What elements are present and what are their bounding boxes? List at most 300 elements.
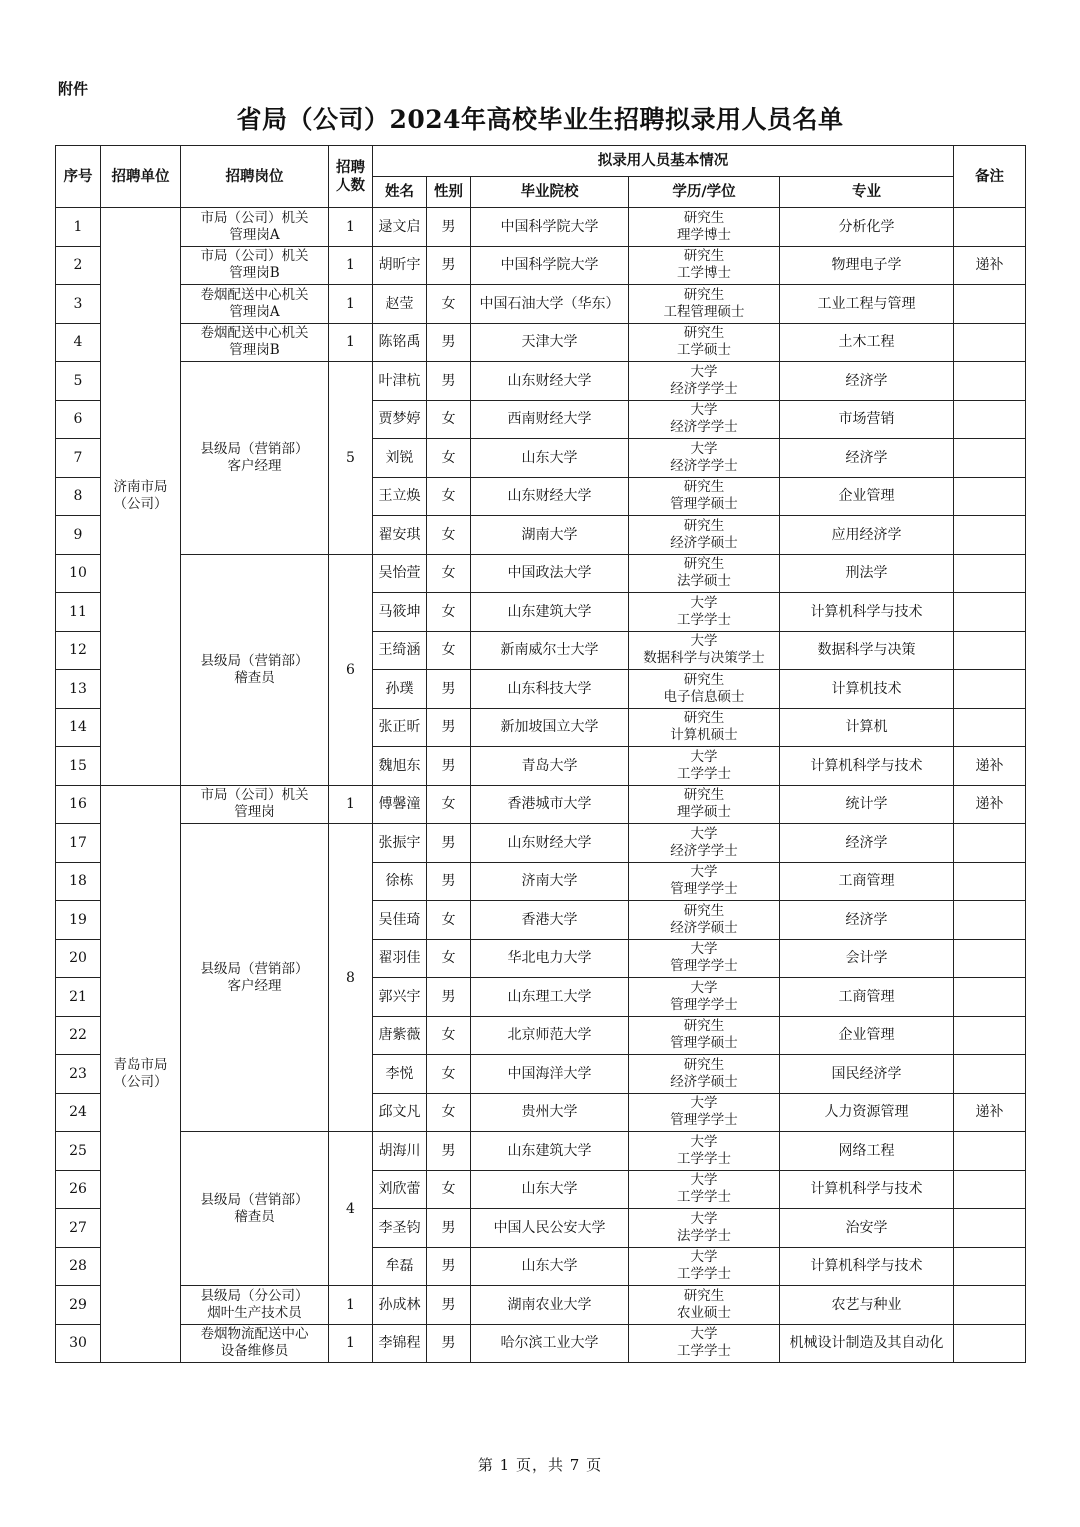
seq-cell: 22	[56, 1016, 101, 1055]
gender-cell: 女	[427, 1055, 471, 1094]
post-cell	[181, 285, 329, 324]
remark-cell	[954, 824, 1026, 863]
degree-name: 工学博士	[677, 265, 731, 282]
post-cell	[181, 785, 329, 824]
major-cell: 分析化学	[780, 208, 954, 247]
gender-cell: 男	[427, 362, 471, 401]
gender-cell: 女	[427, 939, 471, 978]
major-cell: 经济学	[780, 362, 954, 401]
col-name: 姓名	[373, 177, 427, 208]
count-cell: 6	[329, 554, 373, 785]
seq-cell: 8	[56, 477, 101, 516]
seq-cell: 25	[56, 1132, 101, 1171]
degree-name: 计算机硕士	[670, 727, 738, 744]
school-cell: 西南财经大学	[471, 400, 629, 439]
name-cell: 王绮涵	[373, 631, 427, 670]
degree-name: 工学学士	[677, 765, 731, 782]
seq-cell: 29	[56, 1286, 101, 1325]
post-cell	[181, 362, 329, 555]
degree-name: 工学学士	[677, 1343, 731, 1360]
school-cell: 贵州大学	[471, 1093, 629, 1132]
seq-cell: 24	[56, 1093, 101, 1132]
major-cell: 计算机	[780, 708, 954, 747]
post-name: 市局（公司）机关管理岗A	[200, 209, 309, 243]
education-level: 大学	[690, 363, 718, 380]
major-cell: 国民经济学	[780, 1055, 954, 1094]
gender-cell: 女	[427, 439, 471, 478]
degree-cell	[629, 1286, 780, 1325]
gender-cell: 男	[427, 1286, 471, 1325]
degree-cell	[629, 901, 780, 940]
education-level: 研究生	[683, 1287, 725, 1304]
major-cell: 机械设计制造及其自动化	[780, 1324, 954, 1363]
school-cell: 山东大学	[471, 1170, 629, 1209]
col-count: 招聘人数	[329, 146, 373, 208]
degree-name: 法学硕士	[677, 573, 731, 590]
remark-cell	[954, 1209, 1026, 1248]
school-cell: 山东建筑大学	[471, 1132, 629, 1171]
gender-cell: 男	[427, 208, 471, 247]
seq-cell: 10	[56, 554, 101, 593]
school-cell: 中国政法大学	[471, 554, 629, 593]
major-cell: 工业工程与管理	[780, 285, 954, 324]
seq-cell: 4	[56, 323, 101, 362]
degree-name: 管理学学士	[670, 881, 738, 898]
seq-cell: 6	[56, 400, 101, 439]
remark-cell	[954, 939, 1026, 978]
school-cell: 哈尔滨工业大学	[471, 1324, 629, 1363]
major-cell: 工商管理	[780, 862, 954, 901]
seq-cell: 23	[56, 1055, 101, 1094]
school-cell: 山东建筑大学	[471, 593, 629, 632]
degree-cell	[629, 747, 780, 786]
table-row	[56, 1324, 1026, 1363]
degree-cell	[629, 593, 780, 632]
col-major: 专业	[780, 177, 954, 208]
name-cell: 徐栋	[373, 862, 427, 901]
post-name: 市局（公司）机关管理岗B	[200, 248, 309, 282]
unit-cell	[101, 785, 181, 1363]
table-row	[56, 323, 1026, 362]
school-cell: 山东科技大学	[471, 670, 629, 709]
name-cell: 贾梦婷	[373, 400, 427, 439]
gender-cell: 女	[427, 516, 471, 555]
seq-cell: 11	[56, 593, 101, 632]
gender-cell: 男	[427, 1209, 471, 1248]
major-cell: 人力资源管理	[780, 1093, 954, 1132]
education-level: 研究生	[683, 787, 725, 804]
gender-cell: 女	[427, 631, 471, 670]
major-cell: 农艺与种业	[780, 1286, 954, 1325]
degree-cell	[629, 1170, 780, 1209]
table-row	[56, 362, 1026, 401]
post-name: 县级局（营销部）客户经理	[200, 440, 309, 474]
count-cell: 4	[329, 1132, 373, 1286]
degree-name: 数据科学与决策学士	[643, 650, 765, 667]
education-level: 大学	[690, 594, 718, 611]
education-level: 大学	[690, 864, 718, 881]
table-row	[56, 785, 1026, 824]
degree-name: 管理学学士	[670, 996, 738, 1013]
degree-cell	[629, 246, 780, 285]
degree-name: 工学学士	[677, 1189, 731, 1206]
remark-cell	[954, 1170, 1026, 1209]
remark-cell	[954, 670, 1026, 709]
remark-cell	[954, 554, 1026, 593]
table-row	[56, 554, 1026, 593]
degree-name: 工学硕士	[677, 342, 731, 359]
seq-cell: 17	[56, 824, 101, 863]
col-info-group: 拟录用人员基本情况	[373, 146, 954, 177]
remark-cell	[954, 978, 1026, 1017]
education-level: 研究生	[683, 248, 725, 265]
remark-cell	[954, 362, 1026, 401]
seq-cell: 1	[56, 208, 101, 247]
degree-cell	[629, 208, 780, 247]
count-cell: 1	[329, 285, 373, 324]
gender-cell: 女	[427, 554, 471, 593]
degree-cell	[629, 400, 780, 439]
remark-cell	[954, 1324, 1026, 1363]
school-cell: 新加坡国立大学	[471, 708, 629, 747]
education-level: 大学	[690, 633, 718, 650]
name-cell: 张正昕	[373, 708, 427, 747]
seq-cell: 18	[56, 862, 101, 901]
gender-cell: 女	[427, 785, 471, 824]
school-cell: 中国石油大学（华东）	[471, 285, 629, 324]
gender-cell: 女	[427, 1093, 471, 1132]
major-cell: 市场营销	[780, 400, 954, 439]
degree-name: 管理学学士	[670, 1112, 738, 1129]
name-cell: 陈铭禹	[373, 323, 427, 362]
candidate-table	[55, 145, 1026, 1363]
gender-cell: 男	[427, 1247, 471, 1286]
major-cell: 计算机技术	[780, 670, 954, 709]
gender-cell: 女	[427, 901, 471, 940]
school-cell: 济南大学	[471, 862, 629, 901]
education-level: 研究生	[683, 671, 725, 688]
gender-cell: 女	[427, 593, 471, 632]
post-name: 县级局（营销部）稽查员	[200, 652, 309, 686]
remark-cell: 递补	[954, 1093, 1026, 1132]
col-remark: 备注	[954, 146, 1026, 208]
post-name: 卷烟配送中心机关管理岗B	[200, 325, 309, 359]
count-cell: 8	[329, 824, 373, 1132]
gender-cell: 男	[427, 862, 471, 901]
seq-cell: 16	[56, 785, 101, 824]
education-level: 研究生	[683, 902, 725, 919]
degree-cell	[629, 862, 780, 901]
seq-cell: 15	[56, 747, 101, 786]
major-cell: 计算机科学与技术	[780, 1247, 954, 1286]
school-cell: 山东理工大学	[471, 978, 629, 1017]
school-cell: 新南威尔士大学	[471, 631, 629, 670]
education-level: 研究生	[683, 710, 725, 727]
remark-cell	[954, 477, 1026, 516]
education-level: 大学	[690, 1249, 718, 1266]
post-cell	[181, 246, 329, 285]
gender-cell: 男	[427, 1324, 471, 1363]
seq-cell: 12	[56, 631, 101, 670]
seq-cell: 7	[56, 439, 101, 478]
seq-cell: 20	[56, 939, 101, 978]
post-cell	[181, 208, 329, 247]
gender-cell: 男	[427, 978, 471, 1017]
major-cell: 企业管理	[780, 477, 954, 516]
degree-cell	[629, 978, 780, 1017]
major-cell: 经济学	[780, 439, 954, 478]
unit-name: 青岛市局（公司）	[113, 1056, 168, 1090]
remark-cell: 递补	[954, 785, 1026, 824]
education-level: 研究生	[683, 286, 725, 303]
name-cell: 叶津杭	[373, 362, 427, 401]
count-cell: 1	[329, 785, 373, 824]
school-cell: 中国人民公安大学	[471, 1209, 629, 1248]
degree-cell	[629, 785, 780, 824]
education-level: 大学	[690, 941, 718, 958]
col-school: 毕业院校	[471, 177, 629, 208]
count-cell: 1	[329, 323, 373, 362]
school-cell: 北京师范大学	[471, 1016, 629, 1055]
remark-cell	[954, 323, 1026, 362]
name-cell: 翟羽佳	[373, 939, 427, 978]
name-cell: 傅馨潼	[373, 785, 427, 824]
degree-name: 经济学硕士	[670, 534, 738, 551]
degree-name: 经济学硕士	[670, 919, 738, 936]
gender-cell: 女	[427, 285, 471, 324]
remark-cell	[954, 208, 1026, 247]
degree-cell	[629, 1247, 780, 1286]
degree-cell	[629, 1324, 780, 1363]
col-gender: 性别	[427, 177, 471, 208]
remark-cell	[954, 631, 1026, 670]
name-cell: 张振宇	[373, 824, 427, 863]
table-row	[56, 824, 1026, 863]
major-cell: 会计学	[780, 939, 954, 978]
degree-name: 经济学学士	[670, 419, 738, 436]
gender-cell: 女	[427, 400, 471, 439]
remark-cell	[954, 862, 1026, 901]
unit-cell	[101, 208, 181, 786]
name-cell: 吴佳琦	[373, 901, 427, 940]
seq-cell: 13	[56, 670, 101, 709]
post-cell	[181, 824, 329, 1132]
document-title: 省局（公司）2024年高校毕业生招聘拟录用人员名单	[236, 105, 844, 134]
school-cell: 山东大学	[471, 439, 629, 478]
school-cell: 山东财经大学	[471, 477, 629, 516]
name-cell: 李圣钧	[373, 1209, 427, 1248]
education-level: 大学	[690, 440, 718, 457]
school-cell: 中国海洋大学	[471, 1055, 629, 1094]
remark-cell: 递补	[954, 246, 1026, 285]
school-cell: 山东大学	[471, 1247, 629, 1286]
degree-cell	[629, 1055, 780, 1094]
post-name: 县级局（营销部）客户经理	[200, 960, 309, 994]
degree-cell	[629, 824, 780, 863]
gender-cell: 男	[427, 323, 471, 362]
degree-cell	[629, 1093, 780, 1132]
gender-cell: 男	[427, 708, 471, 747]
table-row	[56, 208, 1026, 247]
post-name: 市局（公司）机关管理岗	[200, 787, 309, 821]
name-cell: 牟磊	[373, 1247, 427, 1286]
seq-cell: 9	[56, 516, 101, 555]
degree-cell	[629, 1016, 780, 1055]
gender-cell: 女	[427, 477, 471, 516]
name-cell: 胡昕宇	[373, 246, 427, 285]
name-cell: 李锦程	[373, 1324, 427, 1363]
school-cell: 山东财经大学	[471, 824, 629, 863]
post-name: 县级局（分公司）烟叶生产技术员	[200, 1287, 309, 1321]
seq-cell: 28	[56, 1247, 101, 1286]
degree-name: 法学学士	[677, 1227, 731, 1244]
education-level: 研究生	[683, 209, 725, 226]
degree-name: 工学学士	[677, 1266, 731, 1283]
post-name: 卷烟物流配送中心设备维修员	[200, 1326, 309, 1360]
degree-name: 工学学士	[677, 1150, 731, 1167]
name-cell: 赵莹	[373, 285, 427, 324]
education-level: 研究生	[683, 1018, 725, 1035]
post-cell	[181, 323, 329, 362]
education-level: 大学	[690, 1095, 718, 1112]
degree-cell	[629, 631, 780, 670]
education-level: 大学	[690, 748, 718, 765]
major-cell: 经济学	[780, 824, 954, 863]
education-level: 研究生	[683, 479, 725, 496]
degree-name: 工程管理硕士	[663, 303, 745, 320]
name-cell: 孙璞	[373, 670, 427, 709]
remark-cell	[954, 1132, 1026, 1171]
name-cell: 翟安琪	[373, 516, 427, 555]
name-cell: 李悦	[373, 1055, 427, 1094]
degree-cell	[629, 1132, 780, 1171]
name-cell: 刘欣蕾	[373, 1170, 427, 1209]
major-cell: 计算机科学与技术	[780, 747, 954, 786]
school-cell: 中国科学院大学	[471, 246, 629, 285]
degree-cell	[629, 1209, 780, 1248]
school-cell: 香港大学	[471, 901, 629, 940]
name-cell: 唐紫薇	[373, 1016, 427, 1055]
remark-cell	[954, 1016, 1026, 1055]
degree-cell	[629, 708, 780, 747]
count-cell: 1	[329, 1286, 373, 1325]
remark-cell	[954, 593, 1026, 632]
seq-cell: 5	[56, 362, 101, 401]
seq-cell: 27	[56, 1209, 101, 1248]
name-cell: 邱文凡	[373, 1093, 427, 1132]
education-level: 大学	[690, 979, 718, 996]
degree-cell	[629, 939, 780, 978]
degree-name: 工学学士	[677, 611, 731, 628]
school-cell: 天津大学	[471, 323, 629, 362]
education-level: 大学	[690, 1133, 718, 1150]
table-body	[56, 208, 1026, 1363]
name-cell: 逯文启	[373, 208, 427, 247]
degree-name: 管理学硕士	[670, 1035, 738, 1052]
name-cell: 马筱坤	[373, 593, 427, 632]
seq-cell: 26	[56, 1170, 101, 1209]
page-footer: 第 1 页，共 7 页	[477, 1456, 603, 1474]
degree-name: 管理学学士	[670, 958, 738, 975]
degree-cell	[629, 670, 780, 709]
remark-cell	[954, 1055, 1026, 1094]
degree-cell	[629, 554, 780, 593]
gender-cell: 男	[427, 747, 471, 786]
remark-cell: 递补	[954, 747, 1026, 786]
count-cell: 1	[329, 246, 373, 285]
major-cell: 治安学	[780, 1209, 954, 1248]
major-cell: 刑法学	[780, 554, 954, 593]
remark-cell	[954, 901, 1026, 940]
school-cell: 湖南农业大学	[471, 1286, 629, 1325]
name-cell: 吴怡萱	[373, 554, 427, 593]
major-cell: 数据科学与决策	[780, 631, 954, 670]
education-level: 大学	[690, 1210, 718, 1227]
degree-name: 理学博士	[677, 226, 731, 243]
major-cell: 经济学	[780, 901, 954, 940]
school-cell: 湖南大学	[471, 516, 629, 555]
seq-cell: 2	[56, 246, 101, 285]
name-cell: 王立焕	[373, 477, 427, 516]
remark-cell	[954, 285, 1026, 324]
school-cell: 华北电力大学	[471, 939, 629, 978]
attachment-label: 附件	[58, 80, 89, 98]
count-cell: 1	[329, 1324, 373, 1363]
degree-name: 经济学学士	[670, 457, 738, 474]
degree-name: 农业硕士	[677, 1304, 731, 1321]
count-cell: 1	[329, 208, 373, 247]
degree-cell	[629, 362, 780, 401]
degree-cell	[629, 285, 780, 324]
gender-cell: 男	[427, 670, 471, 709]
post-cell	[181, 1324, 329, 1363]
degree-name: 管理学硕士	[670, 496, 738, 513]
unit-name: 济南市局（公司）	[113, 479, 168, 513]
major-cell: 统计学	[780, 785, 954, 824]
seq-cell: 19	[56, 901, 101, 940]
education-level: 研究生	[683, 325, 725, 342]
table-header	[56, 146, 1026, 208]
name-cell: 刘锐	[373, 439, 427, 478]
post-name: 卷烟配送中心机关管理岗A	[200, 286, 309, 320]
remark-cell	[954, 400, 1026, 439]
gender-cell: 男	[427, 824, 471, 863]
col-degree: 学历/学位	[629, 177, 780, 208]
education-level: 研究生	[683, 556, 725, 573]
major-cell: 计算机科学与技术	[780, 1170, 954, 1209]
degree-cell	[629, 323, 780, 362]
school-cell: 中国科学院大学	[471, 208, 629, 247]
post-cell	[181, 1132, 329, 1286]
remark-cell	[954, 708, 1026, 747]
education-level: 研究生	[683, 517, 725, 534]
seq-cell: 14	[56, 708, 101, 747]
school-cell: 山东财经大学	[471, 362, 629, 401]
post-name: 县级局（营销部）稽查员	[200, 1191, 309, 1225]
table-row	[56, 285, 1026, 324]
seq-cell: 21	[56, 978, 101, 1017]
degree-name: 经济学学士	[670, 380, 738, 397]
gender-cell: 女	[427, 1016, 471, 1055]
post-cell	[181, 1286, 329, 1325]
table-row	[56, 1286, 1026, 1325]
remark-cell	[954, 1286, 1026, 1325]
degree-name: 理学硕士	[677, 804, 731, 821]
degree-name: 电子信息硕士	[663, 688, 745, 705]
table-row	[56, 246, 1026, 285]
seq-cell: 30	[56, 1324, 101, 1363]
name-cell: 胡海川	[373, 1132, 427, 1171]
